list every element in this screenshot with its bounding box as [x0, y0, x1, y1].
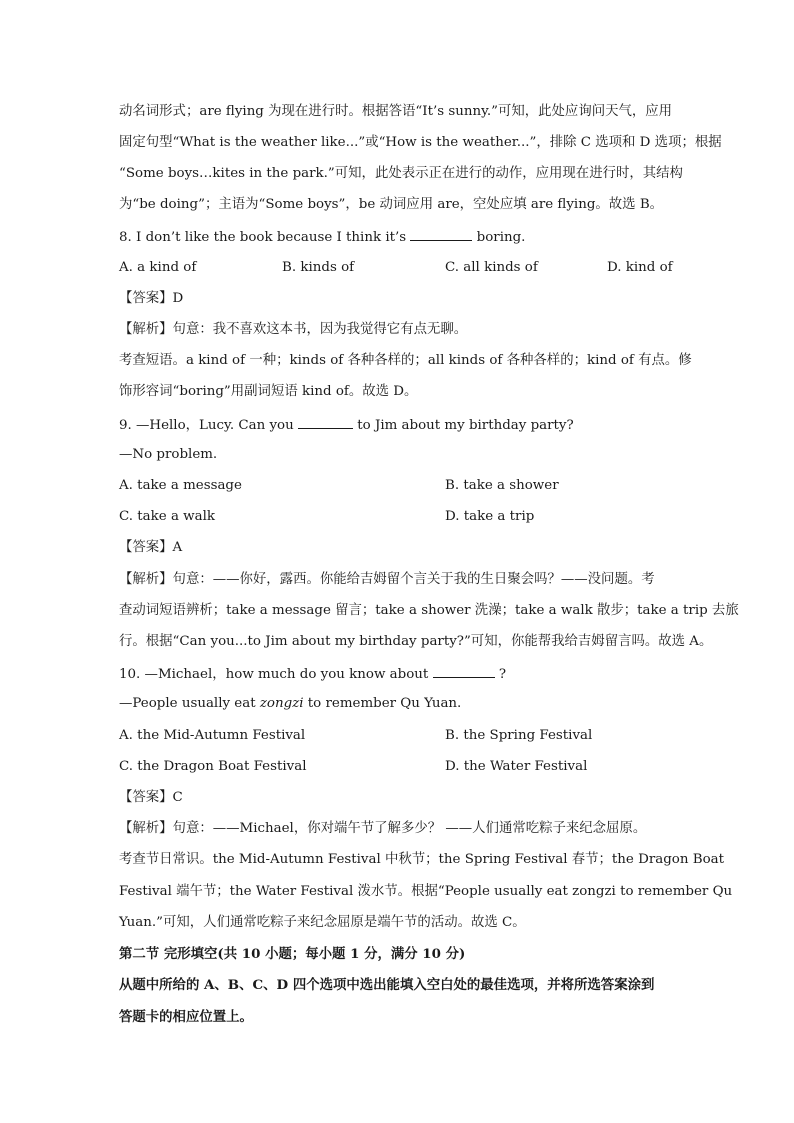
q8-blank — [410, 226, 472, 241]
q8-stem-part-b: boring. — [476, 230, 526, 245]
q10-stem-part-b: ? — [498, 667, 507, 682]
q9-option-c: C. take a walk — [119, 509, 216, 524]
q7-analysis-line-4: 为“be doing”；主语为“Some boys”，be 动词应用 are，空处应填 are flying。故选 B。 — [119, 197, 664, 212]
q9-option-d: D. take a trip — [445, 509, 535, 524]
q10-analysis-line-2: 考查节日常识。the Mid-Autumn Festival 中秋节；the Spring Festival 春节；the Dragon Boat — [119, 852, 724, 867]
q10-reply — [119, 694, 461, 714]
q7-analysis-line-1: 动名词形式；are flying 为现在进行时。根据答语“It’s sunny.”可知，此处应询问天气，应用 — [119, 104, 673, 119]
q10-reply-part-a: —People usually eat — [119, 696, 256, 711]
q9-stem-part-b: to Jim about my birthday party? — [357, 418, 574, 433]
q8-analysis-line-2: 考查短语。a kind of 一种；kinds of 各种各样的；all kinds of 各种各样的；kind of 有点。修 — [119, 353, 692, 368]
q9-analysis-line-3: 行。根据“Can you...to Jim about my birthday party?”可知，你能帮我给吉姆留言吗。故选 A。 — [119, 634, 713, 649]
q8-stem-part-a: 8. I don’t like the book because I think it’s — [119, 230, 407, 245]
q9-option-a: A. take a message — [119, 478, 242, 493]
section2-title: 第二节 完形填空(共 10 小题；每小题 1 分，满分 10 分) — [119, 946, 466, 962]
q9-option-b: B. take a shower — [445, 478, 559, 493]
q10-blank — [433, 663, 495, 678]
q10-option-b: B. the Spring Festival — [445, 728, 593, 743]
q9-answer: 【答案】A — [119, 540, 183, 555]
q8-option-a: A. a kind of — [119, 260, 197, 275]
q8-option-d: D. kind of — [607, 260, 673, 275]
q9-stem — [119, 414, 574, 436]
q8-option-c: C. all kinds of — [445, 260, 538, 275]
q9-analysis-line-2: 查动词短语辨析；take a message 留言；take a shower 洗澡；take a walk 散步；take a trip 去旅 — [119, 603, 739, 618]
q8-option-b: B. kinds of — [282, 260, 355, 275]
q9-analysis-line-1: 【解析】句意：——你好，露西。你能给吉姆留个言关于我的生日聚会吗？——没问题。考 — [119, 572, 655, 587]
section2-instruction-line-1: 从题中所给的 A、B、C、D 四个选项中选出能填入空白处的最佳选项，并将所选答案涂到 — [119, 977, 655, 993]
q10-option-d: D. the Water Festival — [445, 759, 588, 774]
q8-analysis-line-3: 饰形容词“boring”用副词短语 kind of。故选 D。 — [119, 384, 418, 399]
q10-option-c: C. the Dragon Boat Festival — [119, 759, 307, 774]
q10-analysis-line-1: 【解析】句意：——Michael，你对端午节了解多少？ ——人们通常吃粽子来纪念屈原。 — [119, 821, 647, 836]
q7-analysis-line-3: “Some boys…kites in the park.”可知，此处表示正在进行的动作，应用现在进行时，其结构 — [119, 166, 683, 181]
q7-analysis-line-2: 固定句型“What is the weather like...”或“How is the weather...”，排除 C 选项和 D 选项；根据 — [119, 135, 722, 150]
q8-analysis-line-1: 【解析】句意：我不喜欢这本书，因为我觉得它有点无聊。 — [119, 322, 468, 337]
q10-analysis-line-4: Yuan.”可知，人们通常吃粽子来纪念屈原是端午节的活动。故选 C。 — [119, 915, 526, 930]
q9-reply: —No problem. — [119, 447, 218, 462]
q10-analysis-line-3: Festival 端午节；the Water Festival 泼水节。根据“People usually eat zongzi to remember Qu — [119, 884, 733, 899]
q10-option-a: A. the Mid-Autumn Festival — [119, 728, 306, 743]
q10-reply-part-b: to remember Qu Yuan. — [307, 696, 462, 711]
q9-blank — [298, 414, 353, 429]
q10-stem-part-a: 10. —Michael，how much do you know about — [119, 667, 429, 682]
q10-answer: 【答案】C — [119, 790, 183, 805]
q8-answer: 【答案】D — [119, 291, 184, 306]
q8-stem — [119, 226, 525, 248]
q10-stem — [119, 663, 506, 685]
q10-reply-italic: zongzi — [259, 696, 304, 711]
section2-instruction-line-2: 答题卡的相应位置上。 — [119, 1009, 253, 1025]
q9-stem-part-a: 9. —Hello，Lucy. Can you — [119, 418, 294, 433]
